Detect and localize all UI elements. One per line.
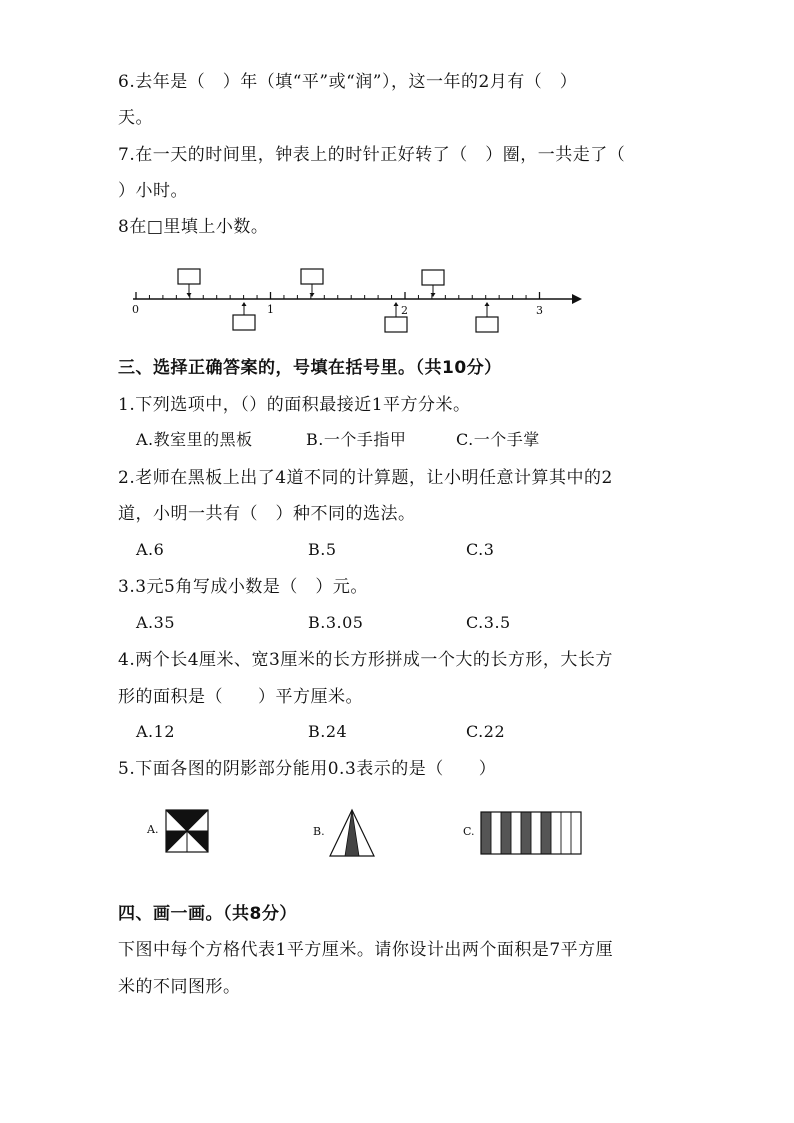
answer-box-lower-3 <box>476 317 498 332</box>
figure-a-pinwheel-square <box>166 810 208 852</box>
s3-q4-option-c: C.22 <box>466 722 506 741</box>
answer-box-lower-1 <box>233 315 255 330</box>
s3-q1-option-c: C.一个手掌 <box>456 430 540 449</box>
s3-q1-option-b: B.一个手指甲 <box>306 430 407 449</box>
s3-q3-stem: 3.3元5角写成小数是（ ）元。 <box>118 577 368 597</box>
number-line-label-1: 1 <box>267 303 274 316</box>
figure-a-label: A. <box>147 823 159 836</box>
s3-q4-option-b: B.24 <box>308 722 348 741</box>
q7-line1: 7.在一天的时间里，钟表上的时针正好转了（ ）圈，一共走了（ <box>118 145 626 165</box>
s3-q2-stem-line1: 2.老师在黑板上出了4道不同的计算题，让小明任意计算其中的2 <box>118 468 613 488</box>
s3-q2-option-b: B.5 <box>308 540 337 559</box>
figure-c-label: C. <box>463 825 475 838</box>
answer-box-upper-2 <box>301 269 323 284</box>
q5-figures <box>0 800 794 870</box>
s3-q2-stem-line2: 道，小明一共有（ ）种不同的选法。 <box>118 504 416 524</box>
s3-q5-stem: 5.下面各图的阴影部分能用0.3表示的是（ ） <box>118 759 497 779</box>
answer-box-upper-3 <box>422 270 444 285</box>
number-line-arrow <box>572 294 582 304</box>
figure-b-label: B. <box>313 825 325 838</box>
number-line-ticks <box>136 292 540 299</box>
section4-line1: 下图中每个方格代表1平方厘米。请你设计出两个面积是7平方厘 <box>118 940 614 960</box>
number-line-label-2: 2 <box>401 304 408 317</box>
s3-q1-stem: 1.下列选项中，（）的面积最接近1平方分米。 <box>118 395 471 415</box>
s3-q3-option-c: C.3.5 <box>466 613 511 632</box>
q8-text: 8在□里填上小数。 <box>118 217 269 237</box>
answer-box-lower-2 <box>385 317 407 332</box>
q6-line1: 6.去年是（ ）年（填“平”或“润”），这一年的2月有（ ） <box>118 72 578 92</box>
s3-q1-option-a: A.教室里的黑板 <box>136 430 253 449</box>
s3-q2-option-c: C.3 <box>466 540 495 559</box>
figure-c-striped-rectangle <box>481 812 581 854</box>
s3-q3-option-b: B.3.05 <box>308 613 364 632</box>
s3-q4-stem-line2: 形的面积是（ ）平方厘米。 <box>118 687 363 707</box>
s3-q4-stem-line1: 4.两个长4厘米、宽3厘米的长方形拼成一个大的长方形，大长方 <box>118 650 613 670</box>
s3-q2-option-a: A.6 <box>136 540 165 559</box>
q6-line2: 天。 <box>118 108 153 128</box>
s3-q3-option-a: A.35 <box>136 613 175 632</box>
section3-heading: 三、选择正确答案的，号填在括号里。（共10分） <box>118 358 502 378</box>
number-line-figure <box>0 262 794 352</box>
number-line-label-0: 0 <box>132 303 139 316</box>
q7-line2: ）小时。 <box>118 181 188 201</box>
section4-line2: 米的不同图形。 <box>118 977 241 997</box>
figure-b-triangle <box>330 810 374 856</box>
section4-heading: 四、画一画。（共8分） <box>118 904 297 924</box>
number-line-label-3: 3 <box>536 304 543 317</box>
answer-box-upper-1 <box>178 269 200 284</box>
s3-q4-option-a: A.12 <box>136 722 175 741</box>
